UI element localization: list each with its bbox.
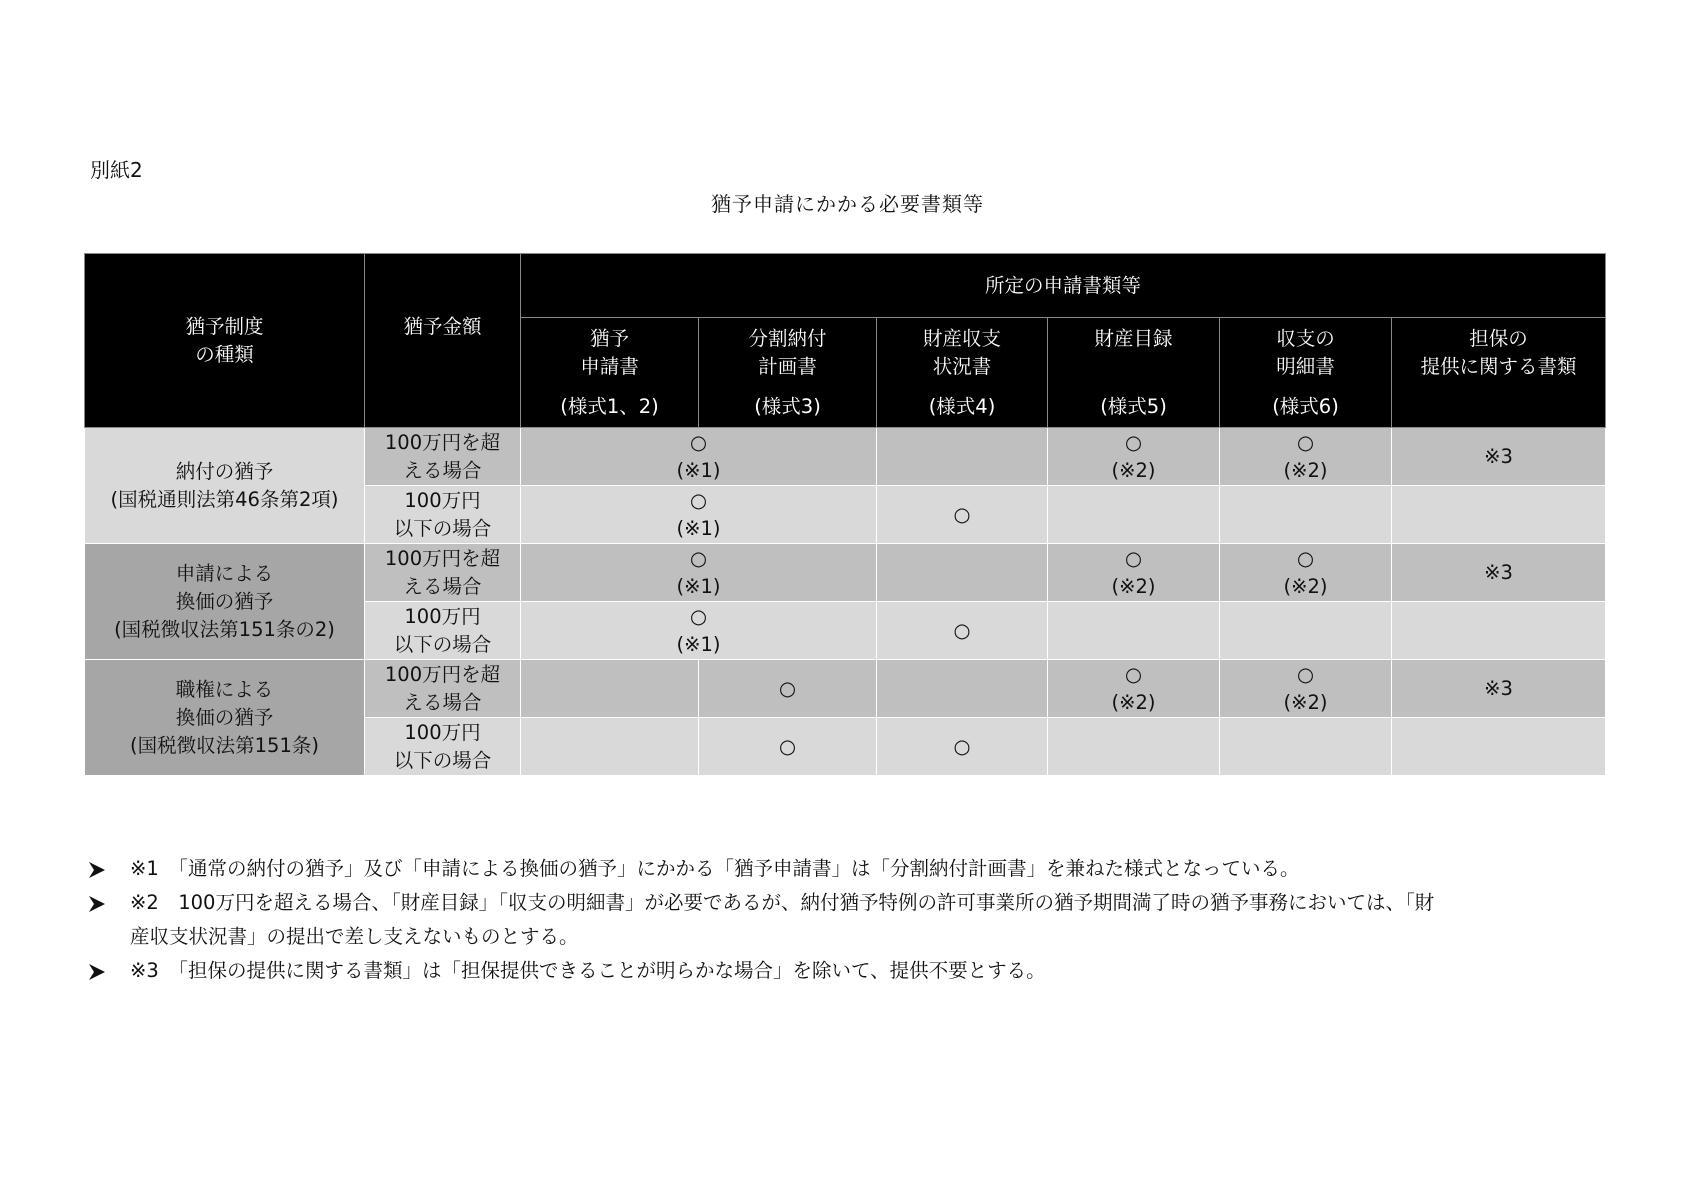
income-status-cell [877, 660, 1048, 718]
application-plan-cell: ○ (※1) [521, 544, 877, 602]
deferral-type-cell: 申請による 換価の猶予 (国税徴収法第151条の2) [85, 544, 365, 660]
deferral-type-cell: 職権による 換価の猶予 (国税徴収法第151条) [85, 660, 365, 776]
header-doc-income-detail: 収支の 明細書 (様式6) [1220, 318, 1392, 428]
application-plan-cell: ○ (※1) [521, 602, 877, 660]
collateral-cell: ※3 [1392, 660, 1606, 718]
attachment-label: 別紙2 [90, 158, 143, 182]
notes-list [88, 852, 1608, 988]
collateral-cell [1392, 602, 1606, 660]
amount-cell: 100万円 以下の場合 [365, 602, 521, 660]
table-row [85, 428, 1606, 486]
asset-inventory-cell [1048, 718, 1220, 776]
application-cell [521, 718, 699, 776]
header-doc-asset-inventory: 財産目録 (様式5) [1048, 318, 1220, 428]
collateral-cell [1392, 486, 1606, 544]
application-plan-cell: ○ (※1) [521, 486, 877, 544]
header-deferral-type: 猶予制度 の種類 [85, 254, 365, 428]
collateral-cell: ※3 [1392, 544, 1606, 602]
header-doc-income-status: 財産収支 状況書 (様式4) [877, 318, 1048, 428]
asset-inventory-cell [1048, 602, 1220, 660]
asset-inventory-cell: ○ (※2) [1048, 660, 1220, 718]
amount-cell: 100万円を超 える場合 [365, 428, 521, 486]
amount-cell: 100万円 以下の場合 [365, 486, 521, 544]
header-required-documents: 所定の申請書類等 [521, 254, 1606, 318]
income-status-cell [877, 544, 1048, 602]
collateral-cell: ※3 [1392, 428, 1606, 486]
list-item: ※3 「担保の提供に関する書類」は「担保提供できることが明らかな場合」を除いて、提供不要とする。 [88, 954, 1608, 988]
asset-inventory-cell: ○ (※2) [1048, 544, 1220, 602]
income-status-cell: ○ [877, 486, 1048, 544]
income-detail-cell: ○ (※2) [1220, 428, 1392, 486]
deferral-type-cell: 納付の猶予 (国税通則法第46条第2項) [85, 428, 365, 544]
header-doc-application: 猶予 申請書 (様式1、2) [521, 318, 699, 428]
arrowhead-bullet-icon [88, 861, 106, 879]
income-detail-cell: ○ (※2) [1220, 660, 1392, 718]
income-detail-cell [1220, 486, 1392, 544]
table-row [85, 660, 1606, 718]
installment-plan-cell: ○ [699, 718, 877, 776]
asset-inventory-cell: ○ (※2) [1048, 428, 1220, 486]
list-item: ※1 「通常の納付の猶予」及び「申請による換価の猶予」にかかる「猶予申請書」は「分割納付計画書」を兼ねた様式となっている。 [88, 852, 1608, 886]
application-plan-cell: ○ (※1) [521, 428, 877, 486]
header-doc-installment-plan: 分割納付 計画書 (様式3) [699, 318, 877, 428]
income-detail-cell [1220, 718, 1392, 776]
installment-plan-cell: ○ [699, 660, 877, 718]
income-status-cell [877, 428, 1048, 486]
amount-cell: 100万円を超 える場合 [365, 544, 521, 602]
table-row [85, 544, 1606, 602]
document-title: 猶予申請にかかる必要書類等 [711, 192, 984, 216]
collateral-cell [1392, 718, 1606, 776]
header-deferral-amount: 猶予金額 [365, 254, 521, 428]
arrowhead-bullet-icon [88, 895, 106, 913]
amount-cell: 100万円 以下の場合 [365, 718, 521, 776]
asset-inventory-cell [1048, 486, 1220, 544]
application-cell [521, 660, 699, 718]
income-detail-cell [1220, 602, 1392, 660]
header-doc-collateral: 担保の 提供に関する書類 [1392, 318, 1606, 428]
arrowhead-bullet-icon [88, 963, 106, 981]
income-status-cell: ○ [877, 718, 1048, 776]
list-item: ※2 100万円を超える場合、「財産目録」「収支の明細書」が必要であるが、納付猶予特例の許可事業所の猶予期間満了時の猶予事務においては、「財 産収支状況書」の提出で差し支えないものとする。 [88, 886, 1608, 954]
income-status-cell: ○ [877, 602, 1048, 660]
required-documents-table [84, 253, 1606, 776]
amount-cell: 100万円を超 える場合 [365, 660, 521, 718]
income-detail-cell: ○ (※2) [1220, 544, 1392, 602]
